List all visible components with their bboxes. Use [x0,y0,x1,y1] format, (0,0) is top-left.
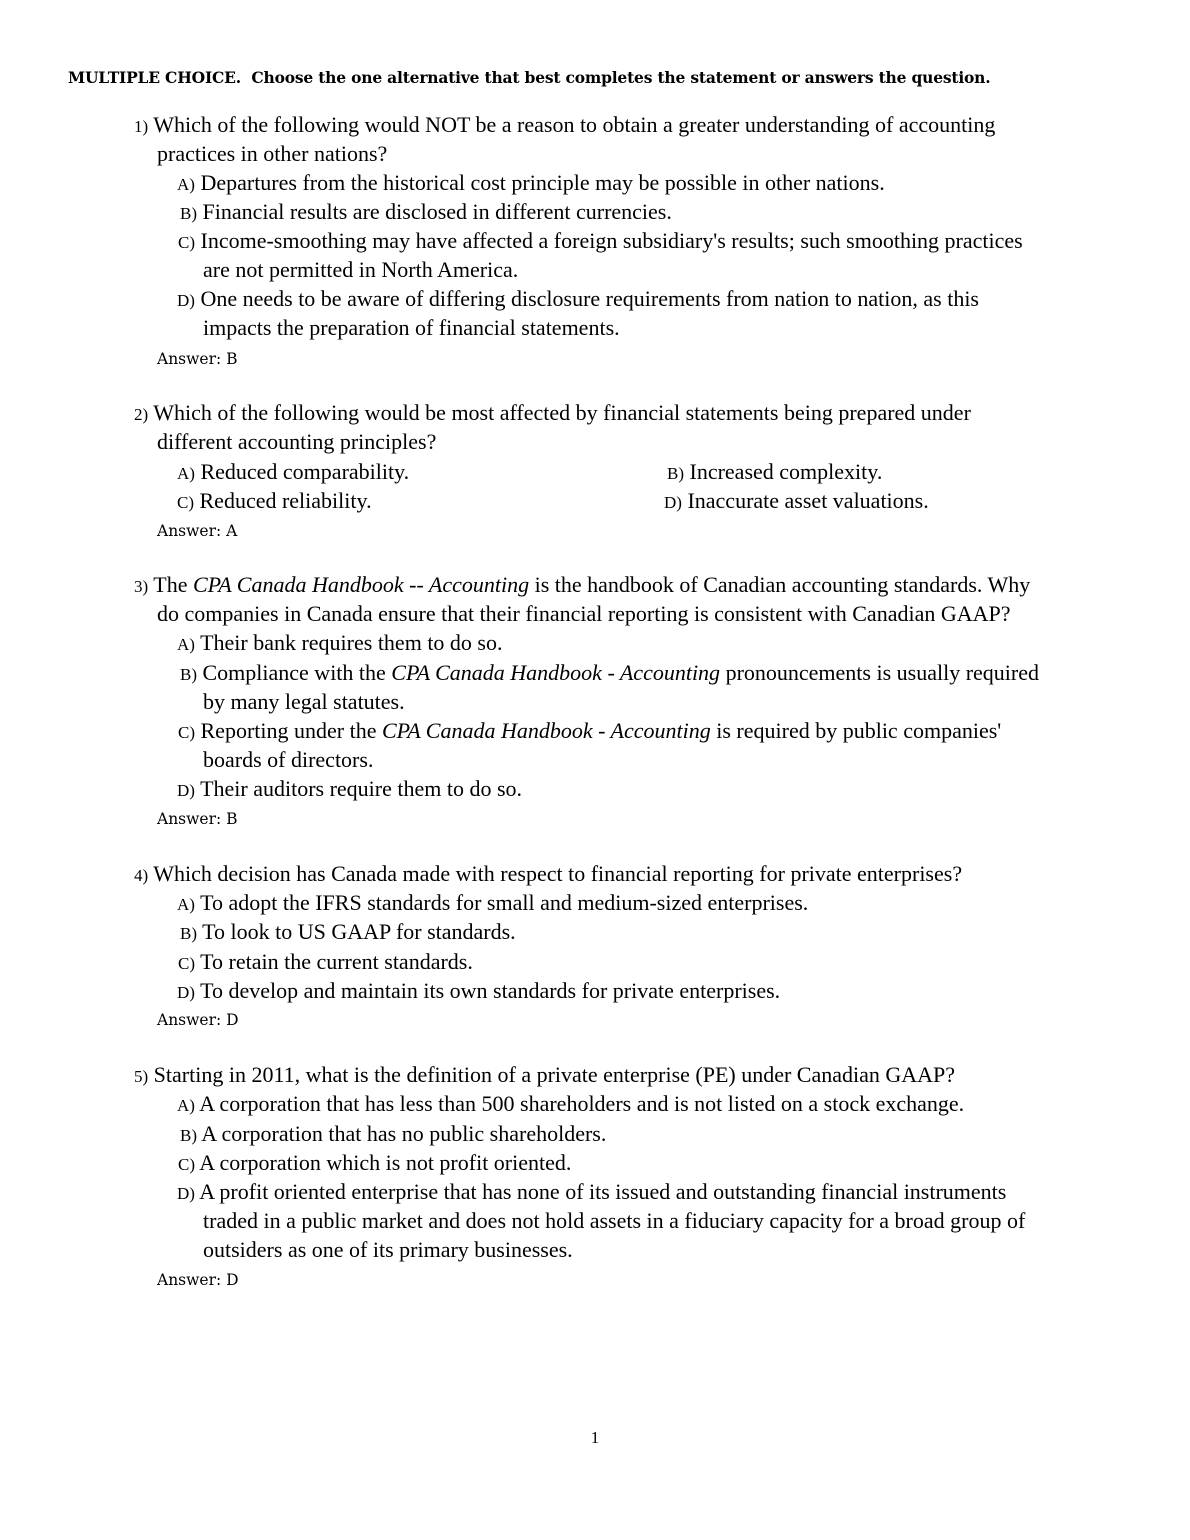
handbook-title: CPA Canada Handbook -- Accounting [192,572,530,597]
option-c: C) To retain the current standards. [178,949,473,974]
option-b: B) A corporation that has no public shareholders. [180,1121,607,1146]
option-c: C) Income-smoothing may have affected a foreign subsidiary's results; such smoothing practices [178,228,1023,253]
question-stem: Which of the following would be most affected by financial statements being prepared under [153,400,971,425]
question-stem: practices in other nations? [157,141,388,166]
option-c: C) Reporting under the CPA Canada Handbook - Accounting is required by public companies' [178,718,1002,743]
option-c: C) Reduced reliability. [177,488,372,513]
option-a: A) Reduced comparability. [177,459,410,484]
option-a: A) Departures from the historical cost principle may be possible in other nations. [177,170,885,195]
section-instruction: Choose the one alternative that best completes the statement or answers the question. [251,68,991,87]
option-b: B) Compliance with the CPA Canada Handbook - Accounting pronouncements is usually required [180,660,1039,685]
answer-4: Answer: D [157,1011,239,1029]
option-d-cont: impacts the preparation of financial statements. [203,315,620,340]
option-b: B) Financial results are disclosed in different currencies. [180,199,672,224]
option-a: A) A corporation that has less than 500 shareholders and is not listed on a stock exchange. [177,1091,965,1116]
section-header [68,68,990,87]
option-b: B) Increased complexity. [667,459,883,484]
page-number: 1 [590,1428,600,1447]
option-c-cont: are not permitted in North America. [203,257,519,282]
option-d: D) To develop and maintain its own standards for private enterprises. [177,978,781,1003]
option-b: B) To look to US GAAP for standards. [180,919,516,944]
option-d: D) Inaccurate asset valuations. [664,488,929,513]
document-page: MULTIPLE CHOICE. Choose the one alternative that best completes the statement or answers the question. 1) Which of the following would NOT be a reason to obtain a greater understanding of accounting practices in other nations? A) Departures from the historical cost principle may be possible in other nations. B) Financial results are disclosed in different currencies. C) Income-smoothing may have affected a foreign subsidiary's results; such smoothing practices are not permitted in North America. D) One needs to be aware of differing disclosure requirements from nation to nation, as this impacts the preparation of financial statements. Answer: B 2) Which of the following would be most affected by financial statements being prepared under different accounting principles? A) Reduced comparability. B) Increased complexity. C) Reduced reliability. D) Inaccurate asset valuations. Answer: A 3) The CPA Canada Handbook -- Accounting is the handbook of Canadian accounting standards. Why do companies in Canada ensure that their financial reporting is consistent with Canadian GAAP? A) Their bank requires them to do so. B) Compliance with the CPA Canada Handbook - Accounting pronouncements is usually required by many legal statutes. C) Reporting under the CPA Canada Handbook - Accounting is required by public companies' boards of directors. D) Their auditors require them to do so. Answer: B 4) Which decision has Canada made with respect to financial reporting for private enterprises? A) To adopt the IFRS standards for small and medium-sized enterprises. B) To look to US GAAP for standards. C) To retain the current standards. D) To develop and maintain its own standards for private enterprises. Answer: D 5) Starting in 2011, what is the definition of a private enterprise (PE) under Canadian GAAP? A) A corporation that has less than 500 shareholders and is not listed on a stock exchange. B) A corporation that has no public shareholders. C) A corporation which is not profit oriented. D) A profit oriented enterprise that has none of its issued and outstanding financial instruments traded in a public market and does not hold assets in a fiduciary capacity for a broad group of outsiders as one of its primary businesses. Answer: D 1 [0,0,1190,1540]
question-stem: Which of the following would NOT be a reason to obtain a greater understanding of accounting [153,112,996,137]
section-title: MULTIPLE CHOICE. [68,68,241,87]
option-d: D) A profit oriented enterprise that has none of its issued and outstanding financial instruments [177,1179,1007,1204]
answer-3: Answer: B [157,810,238,828]
option-a: A) To adopt the IFRS standards for small and medium-sized enterprises. [177,890,809,915]
option-a: A) Their bank requires them to do so. [177,630,503,655]
answer-2: Answer: A [157,522,238,540]
question-number: 1) [134,117,149,136]
option-c: C) A corporation which is not profit oriented. [178,1150,572,1175]
option-d: D) Their auditors require them to do so. [177,776,523,801]
option-d: D) One needs to be aware of differing disclosure requirements from nation to nation, as this [177,286,979,311]
answer-1: Answer: B [157,350,238,368]
answer-5: Answer: D [157,1271,239,1289]
question-stem: different accounting principles? [157,429,437,454]
